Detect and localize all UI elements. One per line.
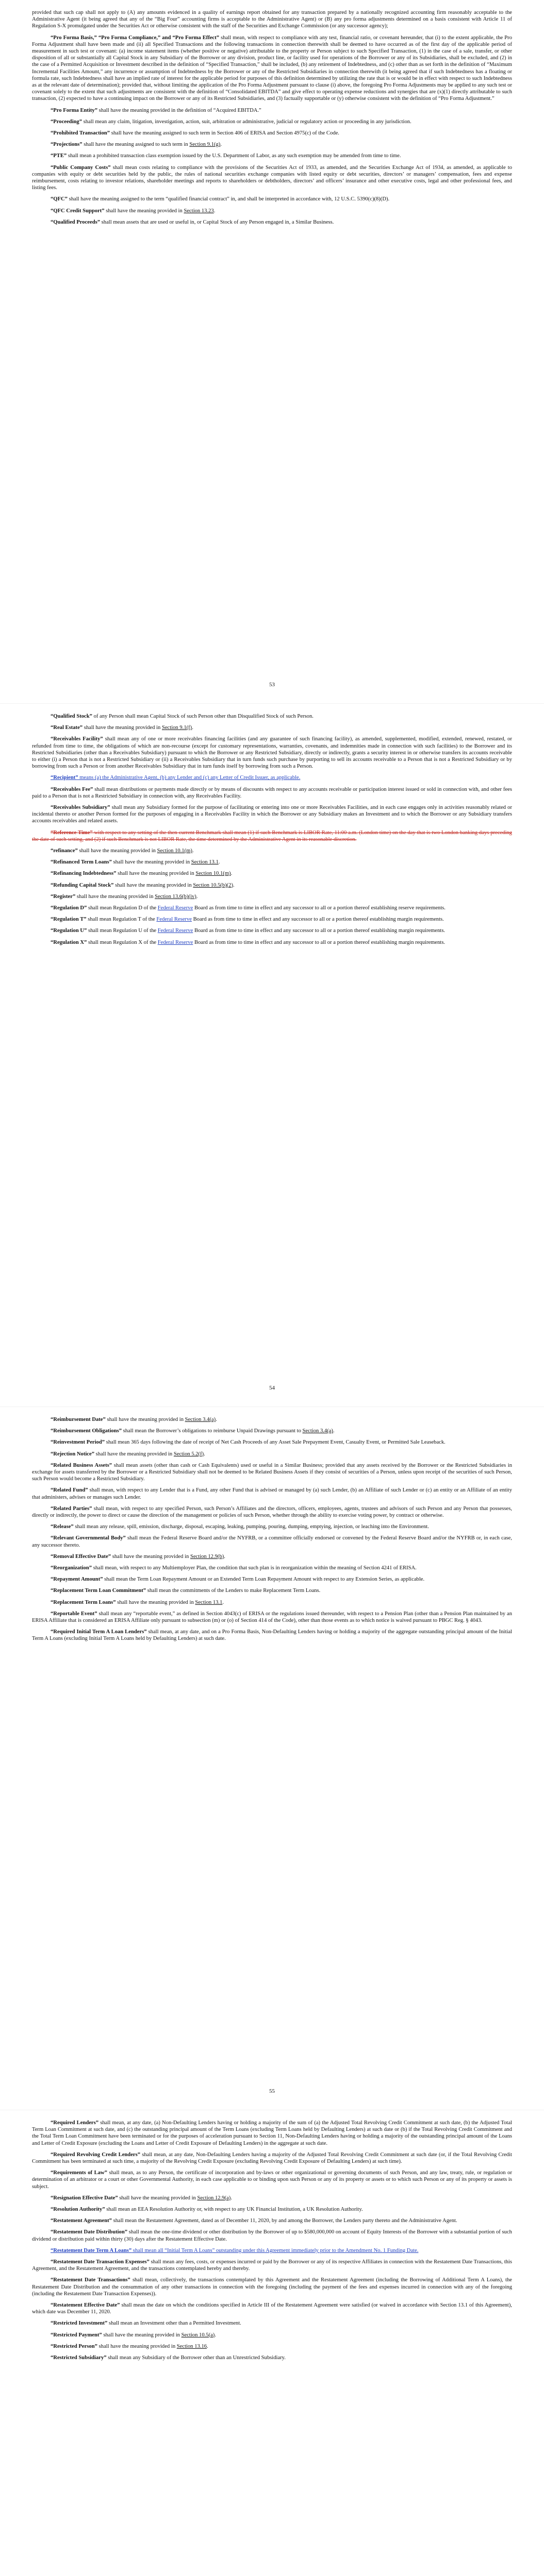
definition-text: shall have the meaning provided in: [111, 1553, 190, 1560]
definition-paragraph: [32, 2332, 512, 2338]
definition-paragraph: [32, 2170, 512, 2190]
definition-paragraph: [32, 1565, 512, 1571]
hyperlink[interactable]: Federal Reserve: [157, 928, 193, 934]
definition-paragraph: [32, 1599, 512, 1606]
definition-text-cont: .: [218, 859, 220, 866]
definition-text: shall mean, with respect to any Multiemployer Plan, the condition that such plan is in reorganization within the meaning of Section 4241 of ERISA.: [92, 1565, 417, 1571]
definition-paragraph: [32, 848, 512, 854]
defined-term: “Required Initial Term A Loan Lenders”: [51, 1629, 147, 1635]
defined-term: “Proceeding”: [51, 118, 83, 125]
definition-text-cont: .: [215, 2332, 216, 2338]
section-reference: Section 13.16: [176, 2343, 207, 2349]
definition-text: shall mean, at any date, and on a Pro Forma Basis, Non-Defaulting Lenders having or holding a majority of the aggregate outstanding principal amount of the Initial Term A Loans (excluding Initial Term A Loans held by Defaulting Lenders) at such date.: [32, 1629, 512, 1642]
definition-text: shall mean Regulation U of the: [87, 928, 158, 934]
definition-text: shall mean distributions or payments made directly or by means of discounts with respect to any accounts receivable or participation interest issued or sold in connection with, and other fees paid to a Person that is not a Restricted Subsidiary in connection with, any Receivables Facility.: [32, 786, 513, 799]
definition-paragraph: [32, 1535, 512, 1548]
section-reference: Section 13.1: [195, 1599, 223, 1605]
definition-paragraph: [32, 2151, 512, 2165]
definition-text-cont: Board as from time to time in effect and any successor to all or a portion thereof establishing margin requirements.: [193, 939, 446, 945]
definition-paragraph: [32, 141, 512, 148]
definition-text-cont: .: [213, 208, 216, 214]
defined-term: “Restatement Agreement”: [51, 2218, 112, 2224]
defined-term: “Reimbursement Date”: [51, 1417, 106, 1422]
definition-text-cont: .: [207, 2343, 208, 2349]
definition-text: shall mean all “Initial Term A Loans” outstanding under this Agreement immediately prior to the Amendment No. 1 Funding Date.: [131, 2247, 419, 2253]
definition-paragraph: [32, 927, 512, 934]
definition-paragraph: [32, 786, 512, 800]
definition-paragraph: [32, 1629, 512, 1642]
definition-text-cont: .: [230, 2195, 232, 2201]
defined-term: “Reimbursement Obligations”: [51, 1428, 122, 1434]
definition-paragraph: [32, 905, 512, 911]
hyperlink[interactable]: Federal Reserve: [156, 917, 192, 923]
definition-text: shall mean, at any date, Non-Defaulting Lenders having a majority of the Adjusted Total Revolving Credit Commitment at such date (or, if the Total Revolving Credit Commitment has been terminated at such time, a majority of the Revolving Credit Exposure (excluding Revolving Credit Exposure of Defaulting Lenders) at such time).: [32, 2151, 512, 2165]
defined-term: “Real Estate”: [51, 725, 83, 731]
definition-text-cont: .: [192, 848, 194, 854]
defined-term: “Removal Effective Date”: [51, 1553, 111, 1560]
defined-term: “Rejection Notice”: [51, 1451, 95, 1457]
defined-term: “Reorganization”: [51, 1565, 92, 1571]
defined-term: “Receivables Subsidiary”: [51, 805, 110, 811]
definition-paragraph: [32, 804, 512, 825]
defined-term: “Resolution Authority”: [51, 2207, 105, 2213]
definition-text-cont: Board as from time to time in effect and any successor to all or a portion thereof establishing reserve requirements.: [193, 905, 446, 911]
deleted-text: [32, 830, 512, 842]
definition-text: shall mean the Restatement Agreement, dated as of December 11, 2020, by and among the Borrower, the Lenders party thereto and the Administrative Agent.: [111, 2218, 457, 2224]
definition-paragraph: [32, 2120, 512, 2147]
defined-term: “Required Lenders”: [51, 2120, 99, 2126]
definition-text: shall mean assets (other than cash or Cash Equivalents) used or useful in a Similar Business; provided that any assets received by the Borrower or the Restricted Subsidiaries in exchange for assets transferred by the Borrower or a Restricted Subsidiary shall not be deemed to be Related Business Assets if they consist of securities of a Person, unless upon receipt of the securities of such Person, such Person would become a Restricted Subsidiary.: [32, 1462, 512, 1482]
definition-paragraph: [32, 107, 512, 114]
definition-paragraph: [32, 1451, 512, 1458]
defined-term: “Regulation U”: [51, 928, 87, 934]
defined-term: “Reference Time”: [51, 829, 93, 836]
definition-paragraph: [32, 724, 512, 731]
defined-term: “Related Business Assets”: [51, 1462, 112, 1468]
hyperlink[interactable]: Federal Reserve: [157, 939, 193, 945]
defined-term: “Restatement Date Distribution”: [51, 2229, 128, 2235]
definition-paragraph: [32, 2206, 512, 2213]
definition-text-cont: Board as from time to time in effect and any successor to all or a portion thereof establishing margin requirements.: [193, 928, 446, 934]
definition-text-cont: .: [333, 1428, 335, 1434]
definition-paragraph: [32, 2354, 512, 2361]
definition-paragraph: [32, 1505, 512, 1519]
section-reference: Section 3.4(a): [302, 1428, 333, 1434]
page-number: 55: [269, 2088, 275, 2094]
definition-paragraph: [32, 2259, 512, 2272]
definition-text: shall have the meaning provided in: [105, 1417, 185, 1422]
definition-paragraph: [32, 829, 512, 843]
definition-text: shall mean the Term Loan Repayment Amount or an Extended Term Loan Repayment Amount with respect to any Extension Series, as applicable.: [103, 1577, 425, 1583]
definition-text: shall have the meaning provided in: [113, 882, 193, 888]
definition-text-cont: .: [192, 725, 193, 731]
definition-text-cont: Board as from time to time in effect and any successor to all or a portion thereof establishing margin requirements.: [191, 917, 444, 923]
defined-term: “Prohibited Transaction”: [51, 130, 110, 137]
definition-text: shall have the meaning provided in: [75, 893, 155, 900]
defined-term: “Replacement Term Loans”: [51, 1599, 116, 1605]
defined-term: “Requirements of Law”: [51, 2170, 107, 2176]
definition-paragraph: [32, 1611, 512, 1624]
defined-term: “Restatement Date Transaction Expenses”: [51, 2259, 150, 2265]
definition-text: of any Person shall mean Capital Stock of such Person other than Disqualified Stock of such Person.: [92, 714, 314, 719]
hyperlink[interactable]: Federal Reserve: [157, 905, 193, 911]
defined-term: “Qualified Stock”: [51, 714, 92, 719]
definition-text: shall mean Regulation X of the: [87, 939, 158, 945]
definition-paragraph: [32, 2229, 512, 2242]
defined-term: “Pro Forma Basis,” “Pro Forma Compliance,” and “Pro Forma Effect”: [51, 35, 220, 41]
definition-paragraph: [32, 2343, 512, 2350]
definition-paragraph: [32, 1428, 512, 1434]
definition-paragraph: [32, 882, 512, 889]
definition-paragraph: [32, 1439, 512, 1446]
definition-text: shall mean, with respect to compliance with any test, financial ratio, or covenant hereunder, that (i) to the extent applicable, the Pro Forma Adjustment shall have been made and (ii) all Specified Transactions and the following transactions in connection therewith shall be deemed to have occurred as of the first day of the applicable period of measurement in such test or covenant: (a) income statement items (whether positive or negative) attributable to the property or Person subject to such Specified Transaction, (1) in the case of a sale, transfer, or other disposition of all or substantially all Capital Stock in any Subsidiary of the Borrower or any division, product line, or facility used for operations of the Borrower or any of its Subsidiaries, shall be excluded, and (2) in the case of a Permitted Acquisition or Investment described in the definition of “Specified Transaction,” shall be included, (b) any retirement of Indebtedness, and (c) other than as set forth in the definition of “Maximum Incremental Facilities Amount,” any incurrence or assumption of Indebtedness by the Borrower or any of the Restricted Subsidiaries in connection therewith (it being agreed that if such Indebtedness has a floating or formula rate, such Indebtedness shall have an implied rate of interest for the applicable period for purposes of this definition determined by utilizing the rate that is or would be in effect with respect to such Indebtedness as at the relevant date of determination); provided that, without limiting the application of the Pro Forma Adjustment pursuant to clause (i) above, the foregoing Pro Forma Adjustments may be applied to any such test or covenant solely to the extent that such adjustments are consistent with the definition of “Consolidated EBITDA” and give effect to operating expense reductions and synergies that are (x)(1) directly attributable to such transaction, (2) expected to have a continuing impact on the Borrower or any of its Restricted Subsidiaries, and (3) factually supportable or (y) otherwise consistent with the definition of “Pro Forma Adjustment.”: [32, 35, 512, 102]
definition-text: shall have the meaning provided in: [111, 859, 191, 866]
defined-term: “Receivables Fee”: [51, 786, 93, 792]
definition-paragraph: [32, 2320, 512, 2327]
defined-term: “Projections”: [51, 142, 83, 148]
inserted-text: [51, 2248, 418, 2253]
page: [0, 0, 544, 703]
definition-paragraph: [32, 1576, 512, 1583]
definition-text: shall mean, at any date, (a) Non-Defaulting Lenders having or holding a majority of the sum of (a) the Adjusted Total Revolving Credit Commitment at such date, (b) the Adjusted Total Term Loan Commitment at such date, and (c) the outstanding principal amount of the Term Loans (excluding Term Loans held by Defaulting Lenders) at such date or (b) if the Total Revolving Credit Commitment and the Total Term Loan Commitment have been terminated or for the purposes of acceleration pursuant to Section 11, Non-Defaulting Lenders having or holding a majority of the outstanding principal amount of the Loans and Letter of Credit Exposure (excluding the Loans and Letter of Credit Exposure of Defaulting Lenders) in the aggregate at such date.: [32, 2120, 512, 2146]
defined-term: “Resignation Effective Date”: [51, 2195, 118, 2201]
definition-text: shall mean, with respect to any Lender that is a Fund, any other Fund that is advised or managed by (a) such Lender, (b) an Affiliate of such Lender or (c) an entity or an Affiliate of an entity that administers, advises or manages such Lender.: [32, 1487, 512, 1500]
definition-text-cont: .: [216, 1417, 217, 1422]
definition-text: shall mean the one-time dividend or other distribution by the Borrower of up to $580,000,000 on account of Equity Interests of the Borrower with a substantial portion of such dividend or distribution paid within thirty (30) days after the Restatement Effective Date.: [32, 2229, 512, 2242]
definition-paragraph: [32, 2277, 512, 2297]
definition-text: shall mean any Subsidiary of the Borrower other than an Unrestricted Subsidiary.: [106, 2355, 286, 2361]
section-reference: Section 13.23: [184, 208, 214, 214]
defined-term: “Refinanced Term Loans”: [51, 859, 112, 866]
defined-term: “Register”: [51, 893, 76, 900]
definition-text: shall mean Regulation T of the: [86, 917, 157, 923]
definition-paragraph: [32, 130, 512, 137]
defined-term: “Restricted Investment”: [51, 2320, 108, 2327]
definition-text: shall mean any of one or more receivables financing facilities (and any guarantee of such financing facility), as amended, supplemented, modified, extended, renewed, restated, or refunded from time to time, the obligations of which are non-recourse (except for customary representations, warranties, covenants, and indemnities made in connection with such facilities) to the Borrower and its Restricted Subsidiaries (other than a Receivables Subsidiary) pursuant to which the Borrower or any Restricted Subsidiary, directly or indirectly, grants a security interest in or otherwise transfers its accounts receivable to either (i) a Person that is not a Restricted Subsidiary or (ii) a Receivables Subsidiary that in turn funds such purchase by purporting to sell its accounts receivable to a Person that is not a Restricted Subsidiary or by borrowing from such a Person or from another Receivables Subsidiary that in turn funds itself by borrowing from such a Person.: [32, 736, 512, 770]
defined-term: “QFC”: [51, 196, 68, 202]
defined-term: “Regulation D”: [51, 905, 87, 911]
defined-term: “Qualified Proceeds”: [51, 219, 101, 225]
definition-text: shall mean the commitments of the Lenders to make Replacement Term Loans.: [146, 1588, 321, 1594]
section-reference: Section 12.9(b): [190, 1553, 224, 1560]
defined-term: “Regulation X”: [51, 939, 87, 945]
definition-paragraph: [32, 736, 512, 770]
definition-paragraph: [32, 35, 512, 103]
defined-term: “Public Company Costs”: [51, 164, 111, 171]
definition-text: shall mean any “reportable event,” as defined in Section 4043(c) of ERISA or the regulations issued thereunder, with respect to a Pension Plan (other than a Pension Plan maintained by an ERISA Affiliate that is considered an ERISA Affiliate only pursuant to subsection (m) or (o) of Section 414 of the Code), other than those events as to which notice is waived pursuant to PBGC Reg. § 4043.: [32, 1611, 512, 1624]
defined-term: “Restricted Subsidiary”: [51, 2355, 107, 2361]
definition-paragraph: [32, 893, 512, 900]
definition-text: shall mean any claim, litigation, investigation, action, suit, arbitration or administrative, judicial or regulatory action or proceeding in any jurisdiction.: [82, 118, 411, 125]
defined-term: “Repayment Amount”: [51, 1577, 103, 1583]
definition-text-cont: .: [222, 1599, 224, 1605]
page: [0, 1406, 544, 2110]
definition-text: shall have the meaning assigned to such term in: [82, 142, 190, 148]
section-reference: Section 13.1: [191, 859, 219, 866]
defined-term: “Restricted Payment”: [51, 2332, 102, 2338]
defined-term: “refinance”: [51, 848, 78, 854]
definition-paragraph: [32, 9, 512, 30]
definition-paragraph: [32, 1587, 512, 1594]
definition-text: shall mean any Subsidiary formed for the purpose of facilitating or entering into one or more Receivables Facilities, and in each case engages only in activities reasonably related or incidental thereto or another Person formed for the purposes of engaging in a Receivables Facility in which the Borrower or any Subsidiary makes an Investment and to which the Borrower or any Subsidiary transfers accounts receivables and related assets.: [32, 805, 512, 824]
definition-text: shall mean an EEA Resolution Authority or, with respect to any UK Financial Institution, a UK Resolution Authority.: [105, 2207, 363, 2213]
definition-text: shall mean 365 days following the date of receipt of Net Cash Proceeds of any Asset Sale Prepayment Event, Casualty Event, or Permitted Sale Leaseback.: [105, 1439, 446, 1446]
definition-paragraph: [32, 152, 512, 159]
definition-text-cont: .: [196, 893, 198, 900]
defined-term: “PTE”: [51, 153, 67, 159]
definition-text-cont: .: [230, 871, 233, 877]
definition-text: shall have the meaning provided in: [116, 871, 196, 877]
section-reference: Section 10.5(a): [181, 2332, 215, 2338]
defined-term: “Restricted Person”: [51, 2343, 97, 2349]
inserted-text: [51, 775, 300, 781]
defined-term: “Pro Forma Entity”: [51, 107, 98, 113]
defined-term: “Release”: [51, 1524, 74, 1530]
definition-paragraph: [32, 118, 512, 125]
definition-text: shall have the meaning provided in: [104, 208, 184, 214]
definition-paragraph: [32, 1487, 512, 1500]
definition-text: shall have the meaning assigned to the term “qualified financial contract” in, and shall be interpreted in accordance with, 12 U.S.C. 5390(c)(8)(D).: [67, 196, 390, 202]
defined-term: “Related Fund”: [51, 1487, 88, 1494]
definition-paragraph: [32, 859, 512, 866]
defined-term: “Restatement Effective Date”: [51, 2302, 120, 2309]
section-reference: Section 10.1(m): [195, 871, 231, 877]
definition-paragraph: [32, 208, 512, 214]
section-reference: Section 9.1(f): [161, 725, 192, 731]
definition-paragraph: [32, 1523, 512, 1530]
definition-text: shall have the meaning provided in: [97, 2343, 177, 2349]
definition-text: shall mean the date on which the conditions specified in Article III of the Restatement Agreement were satisfied (or waived in accordance with Section 13.1 of this Agreement), which date was December 11, 2020.: [32, 2302, 512, 2315]
definition-text-cont: .: [224, 1553, 225, 1560]
definition-paragraph: [32, 219, 512, 226]
defined-term: “Relevant Governmental Body”: [51, 1535, 126, 1541]
definition-text: shall have the meaning provided in: [116, 1599, 195, 1605]
definition-text: shall mean the Federal Reserve Board and/or the NYFRB, or a committee officially endorsed or convened by the Federal Reserve Board and/or the NYFRB or, in each case, any successor thereto.: [32, 1535, 512, 1548]
definition-text: provided that such cap shall not apply to (A) any amounts evidenced in a quality of earnings report obtained for any transaction prepared by a nationally recognized accounting firm reasonably acceptable to the Administrative Agent (it being agreed that any of the “Big Four” accounting firms is acceptable to the Administrative Agent) or (B) any pro forma adjustments determined on a basis consistent with Article 11 of Regulation S-X promulgated under the Securities Act or otherwise consistent with the staff of the Securities and Exchange Commission (or any successor agency);: [32, 10, 512, 29]
definition-text: shall mean, as to any Person, the certificate of incorporation and by-laws or other organizational or governing documents of such Person, and any law, treaty, rule, or regulation or determination of an arbitrator or a court or other Governmental Authority, in each case applicable to or binding upon such Person or any of its property or assets or to which such Person or any of its property or assets is subject.: [32, 2170, 512, 2190]
definition-paragraph: [32, 164, 512, 192]
definition-text: shall mean assets that are used or useful in, or Capital Stock of any Person engaged in, a Similar Business.: [100, 219, 334, 225]
defined-term: “Restatement Date Transactions”: [51, 2277, 130, 2283]
defined-term: “Related Parties”: [51, 1505, 92, 1512]
definition-paragraph: [32, 774, 512, 781]
definition-text-cont: .: [204, 1451, 205, 1457]
section-reference: Section 13.6(b)(iv): [155, 893, 196, 900]
definition-text: shall have the meaning provided in the definition of “Acquired EBITDA.”: [97, 107, 261, 113]
definition-text: shall have the meaning provided in: [118, 2195, 197, 2201]
definition-text: shall have the meaning provided in: [102, 2332, 182, 2338]
page-number: 53: [269, 682, 275, 688]
definition-paragraph: [32, 196, 512, 202]
defined-term: “Reportable Event”: [51, 1611, 97, 1617]
defined-term: “Regulation T”: [51, 917, 87, 923]
definition-paragraph: [32, 1416, 512, 1423]
defined-term: “Restatement Date Term A Loans”: [51, 2247, 132, 2253]
definition-paragraph: [32, 2195, 512, 2201]
section-reference: Section 12.9(a): [197, 2195, 231, 2201]
definition-paragraph: [32, 2217, 512, 2224]
page: [0, 703, 544, 1406]
definition-text: shall mean costs relating to compliance with the provisions of the Securities Act of 1933, as amended, and the Securities Exchange Act of 1934, as amended, as applicable to companies with equity or debt securities held by the public, the rules of national securities exchange companies with listed equity or debt securities, directors’ or managers’ compensation, fees and expense reimbursement, costs relating to investor relations, shareholder meetings and reports to shareholders or debtholders, directors’ and officers’ insurance and other executive costs, legal and other professional fees, and listing fees.: [32, 164, 512, 191]
defined-term: “Replacement Term Loan Commitment”: [51, 1588, 146, 1594]
definition-paragraph: [32, 2302, 512, 2315]
defined-term: “Refinancing Indebtedness”: [51, 871, 117, 877]
definition-paragraph: [32, 1462, 512, 1483]
definition-text: shall have the meaning provided in: [94, 1451, 174, 1457]
defined-term: “Refunding Capital Stock”: [51, 882, 114, 888]
section-reference: Section 5.2(f): [173, 1451, 204, 1457]
defined-term: “Recipient”: [51, 775, 78, 781]
page: [0, 2110, 544, 2576]
section-reference: Section 3.4(a): [185, 1417, 216, 1422]
definition-text: shall mean, with respect to any specified Person, such Person’s Affiliates and the directors, officers, employees, agents, trustees and advisors of such Person and any Person that possesses, directly or indirectly, the power to direct or cause the direction of the management or policies of such Person, whether through the ability to exercise voting power, by contract or otherwise.: [32, 1505, 512, 1519]
definition-paragraph: [32, 713, 512, 720]
defined-term: “Required Revolving Credit Lenders”: [51, 2151, 141, 2158]
definition-text: shall mean any release, spill, emission, discharge, disposal, escaping, leaking, pumping, pouring, dumping, emptying, injection, or leaching into the Environment.: [73, 1524, 429, 1530]
definition-text: with respect to any setting of the then-current Benchmark shall mean (1) if such Benchmark is LIBOR Rate, 11:00 a.m. (London time) on the day that is two London banking days preceding the date of such setting, and (2) if such Benchmark is not LIBOR Rate, the time determined by the Administrative Agent in its reasonable discretion.: [32, 829, 512, 842]
section-reference: Section 10.1(m): [157, 848, 192, 854]
definition-paragraph: [32, 1553, 512, 1560]
section-reference: Section 9.1(g): [189, 142, 221, 148]
definition-text-cont: .: [220, 142, 222, 148]
defined-term: “Receivables Facility”: [51, 736, 103, 742]
definition-text: shall mean an Investment other than a Permitted Investment.: [107, 2320, 241, 2327]
definition-text-cont: .: [233, 882, 235, 888]
defined-term: “Reinvestment Period”: [51, 1439, 105, 1446]
definition-paragraph: [32, 916, 512, 923]
definition-paragraph: [32, 2247, 512, 2254]
defined-term: “QFC Credit Support”: [51, 208, 105, 214]
definition-paragraph: [32, 939, 512, 946]
definition-text: shall mean, collectively, the transactions contemplated by this Agreement and the Restatement Agreement (including the Borrowing of Additional Term A Loans), the Restatement Date Distribution and the consummation of any other transactions in connection with the foregoing (including the payment of the fees and expenses incurred in connection with any of the foregoing (including the Restatement Date Transaction Expenses)).: [32, 2277, 512, 2297]
definition-paragraph: [32, 870, 512, 877]
definition-text: shall mean Regulation D of the: [87, 905, 158, 911]
page-number: 54: [269, 1385, 275, 1391]
definition-text: shall have the meaning provided in: [83, 725, 162, 731]
definition-text: means (a) the Administrative Agent, (b) any Lender and (c) any Letter of Credit Issuer, as applicable.: [78, 775, 301, 781]
definition-text: shall mean the Borrower’s obligations to reimburse Unpaid Drawings pursuant to: [122, 1428, 303, 1434]
section-reference: Section 10.5(b)(2): [193, 882, 233, 888]
definition-text: shall mean a prohibited transaction class exemption issued by the U.S. Department of Labor, as any such exemption may be amended from time to time.: [67, 153, 401, 159]
definition-text: shall have the meaning assigned to such term in Section 406 of ERISA and Section 4975(c) of the Code.: [110, 130, 339, 137]
definition-text: shall have the meaning provided in: [77, 848, 157, 854]
definition-text: shall mean any fees, costs, or expenses incurred or paid by the Borrower or any of its respective Affiliates in connection with the Restatement Date Transactions, this Agreement, and the Restatement Agreement, and the transactions contemplated hereby and thereby.: [32, 2259, 513, 2272]
